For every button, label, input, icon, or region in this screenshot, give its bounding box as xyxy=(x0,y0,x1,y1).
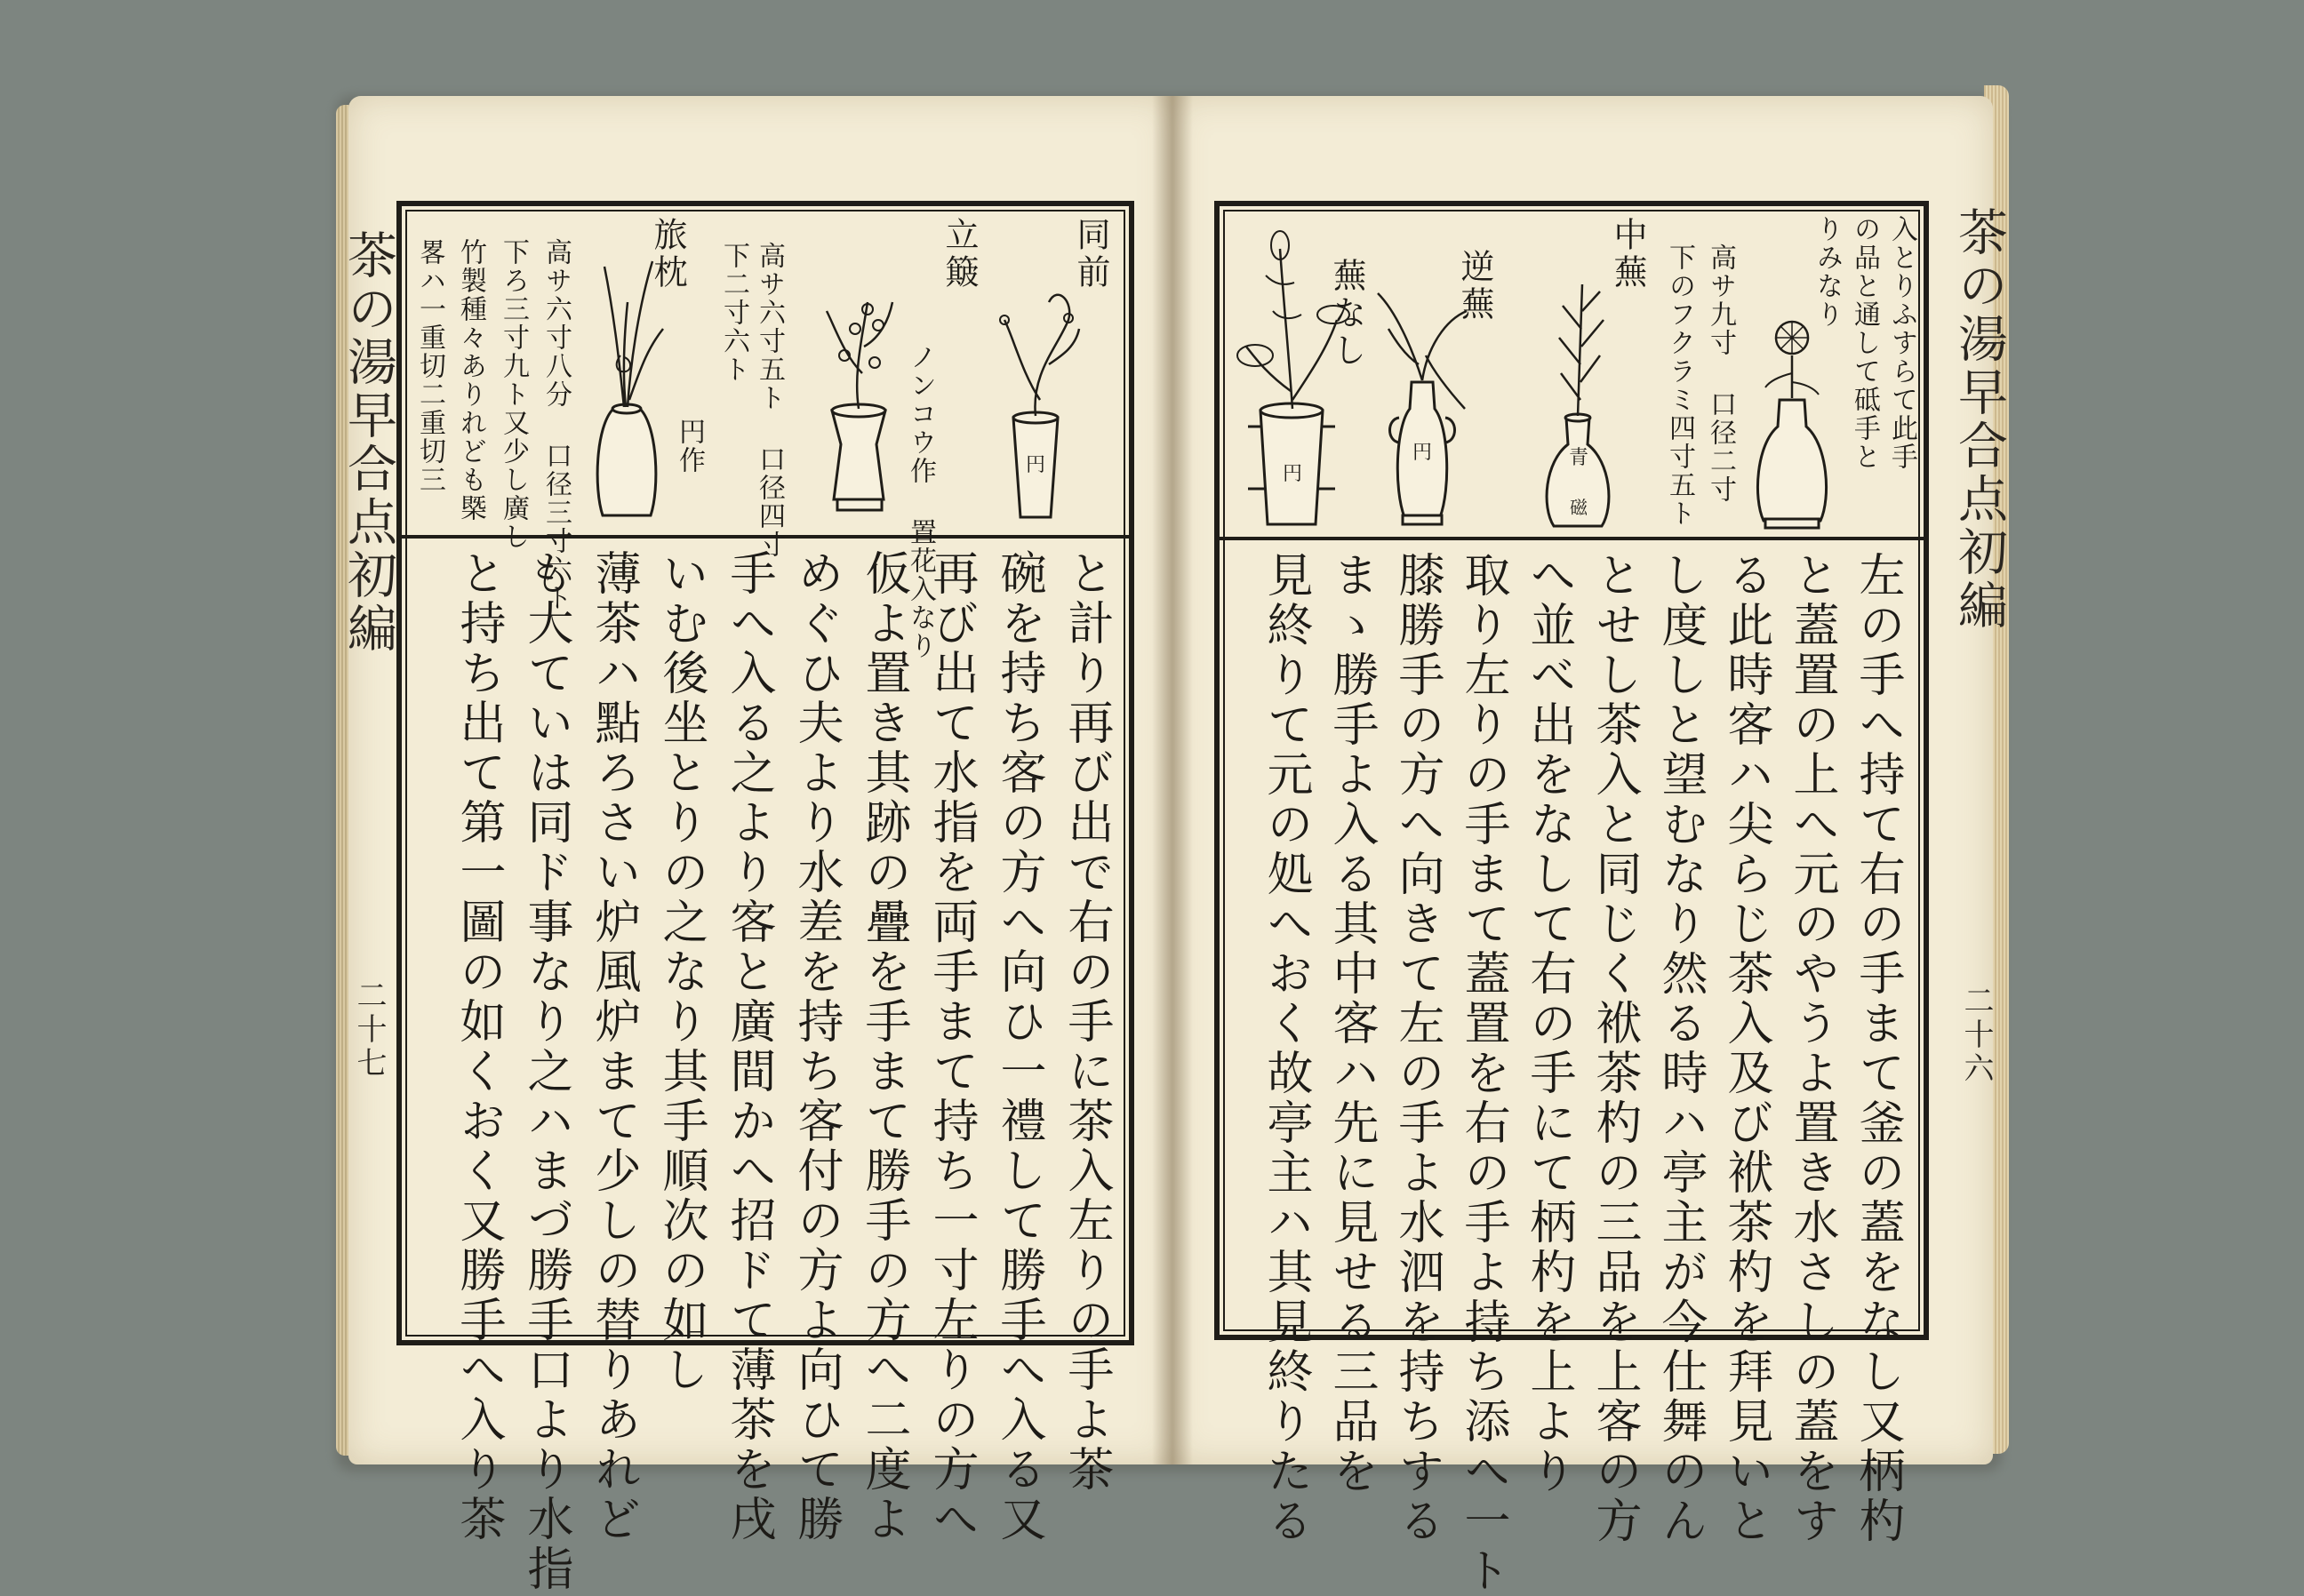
right-body-column: し度しと望むなり然る時ハ亭主が今仕舞のん xyxy=(1653,551,1707,1546)
handled-vase-illustration xyxy=(1369,275,1476,533)
left-side-note-3: 竹製種々ありれども槩 xyxy=(455,238,486,523)
illustration-note-nakakabura-1: 高サ九寸 口径二寸 xyxy=(1705,243,1736,504)
illustration-label-doezen: 同前 xyxy=(1071,217,1110,291)
right-body-column: へ並べ出をなして右の手にて柄杓を上より xyxy=(1522,551,1575,1496)
illustration-label-tatsuki: 立簸 xyxy=(940,217,979,291)
svg-text:青: 青 xyxy=(1568,447,1589,469)
left-body-column: 再び出て水指を両手まて持ち一寸左りの方へ xyxy=(924,549,978,1544)
left-margin-title: 茶の湯早合点初編 xyxy=(340,229,397,656)
tall-vase-with-vine-illustration xyxy=(987,267,1084,524)
illustration-label-tabimakura: 旅枕 xyxy=(648,217,687,291)
right-body-column: 左の手へ持て右の手まて釜の蓋をなし又柄杓 xyxy=(1851,551,1904,1546)
illustration-label-sakakabura: 逆蕪 xyxy=(1455,249,1494,323)
svg-text:円: 円 xyxy=(1412,442,1433,464)
left-body-column: 薄茶ハ點ろさい炉風炉まて少しの替りあれど xyxy=(587,549,640,1544)
right-body-column: と蓋置の上へ元のやうよ置き水さしの蓋をす xyxy=(1785,551,1838,1546)
illustration-label-kaburanashi: 蕪なし xyxy=(1327,258,1366,370)
right-body-column: る此時客ハ尖らじ茶入及び袱茶杓を拜見いと xyxy=(1719,551,1772,1546)
right-body-column: 膝勝手の方へ向きて左の手よ水泗を持ちする xyxy=(1390,551,1444,1546)
right-body-column: まゝ勝手よ入る其中客ハ先に見せる三品を xyxy=(1324,551,1378,1496)
right-top-note-2: の品と通して砥手と xyxy=(1849,215,1880,471)
left-body-column: と計り再び出で右の手に茶入左りの手よ茶 xyxy=(1060,549,1113,1495)
right-top-note-3: りみなり xyxy=(1812,215,1843,329)
left-side-note-4: 畧ハ一重切二重切三 xyxy=(414,238,445,494)
left-body-column: めぐひ夫より水差を持ち客付の方よ向ひて勝 xyxy=(789,549,843,1544)
left-body-column: も大ていは同ド事なり之ハまづ勝手口より水指 xyxy=(519,549,572,1594)
left-body-column: 手へ入る之より客と廣間かへ招ドて薄茶を戌 xyxy=(722,549,775,1544)
left-body-column: 碗を持ち客の方へ向ひ一禮して勝手へ入る又 xyxy=(992,549,1045,1544)
book-gutter xyxy=(1152,96,1193,1464)
illustration-label-nakakabura: 中蕪 xyxy=(1608,217,1647,291)
chrysanthemum-vase-illustration xyxy=(1742,302,1840,533)
plum-branch-vase-illustration xyxy=(800,267,916,524)
illustration-note-doezen: ノンコウ作 置花入なり xyxy=(905,343,936,660)
illustration-note-nakakabura-2: 下のフクラミ四寸五ト xyxy=(1664,243,1695,528)
left-page-number: 二十七 xyxy=(351,979,387,1081)
left-side-note-2: 下ろ三寸九ト又少し廣し xyxy=(498,238,529,551)
right-divider xyxy=(1220,537,1924,540)
celadon-vase-illustration xyxy=(1529,267,1627,533)
left-body-column: いむ後坐とりの之なり其手順次の如し xyxy=(654,549,708,1395)
iris-vase-illustration xyxy=(578,249,676,533)
left-body-column: と持ち出て第一圖の如くおく又勝手へ入り茶 xyxy=(452,549,505,1544)
svg-text:磁: 磁 xyxy=(1570,497,1588,518)
right-page-number: 二十六 xyxy=(1958,985,1994,1086)
svg-text:円: 円 xyxy=(1282,463,1303,485)
right-body-column: とせし茶入と同じく袱茶杓の三品を上客の方 xyxy=(1588,551,1641,1546)
illustration-note-tatsuki-1: 高サ六寸五ト 口径四寸 xyxy=(754,242,785,559)
left-side-note-1: 高サ六寸八分 口径三寸六ト xyxy=(540,238,572,612)
illustration-note-tatsuki-2: 下二寸六ト xyxy=(718,242,749,384)
illustration-note-tabimakura: 円作 xyxy=(674,418,705,475)
right-body-column: 見終りて元の処へおく故亭主ハ其見終りたる xyxy=(1259,551,1312,1546)
right-body-column: 取り左りの手まて蓋置を右の手よ持ち添へ一ト xyxy=(1456,551,1509,1596)
lotus-vase-illustration xyxy=(1230,222,1355,533)
right-top-note-1: 入とりふすらて此手 xyxy=(1886,215,1917,471)
svg-text:円: 円 xyxy=(1025,454,1046,476)
left-body-column: 仮よ置き其跡の疊を手まて勝手の方へ二度よ xyxy=(857,549,910,1544)
right-margin-title: 茶の湯早合点初編 xyxy=(1950,206,2008,633)
